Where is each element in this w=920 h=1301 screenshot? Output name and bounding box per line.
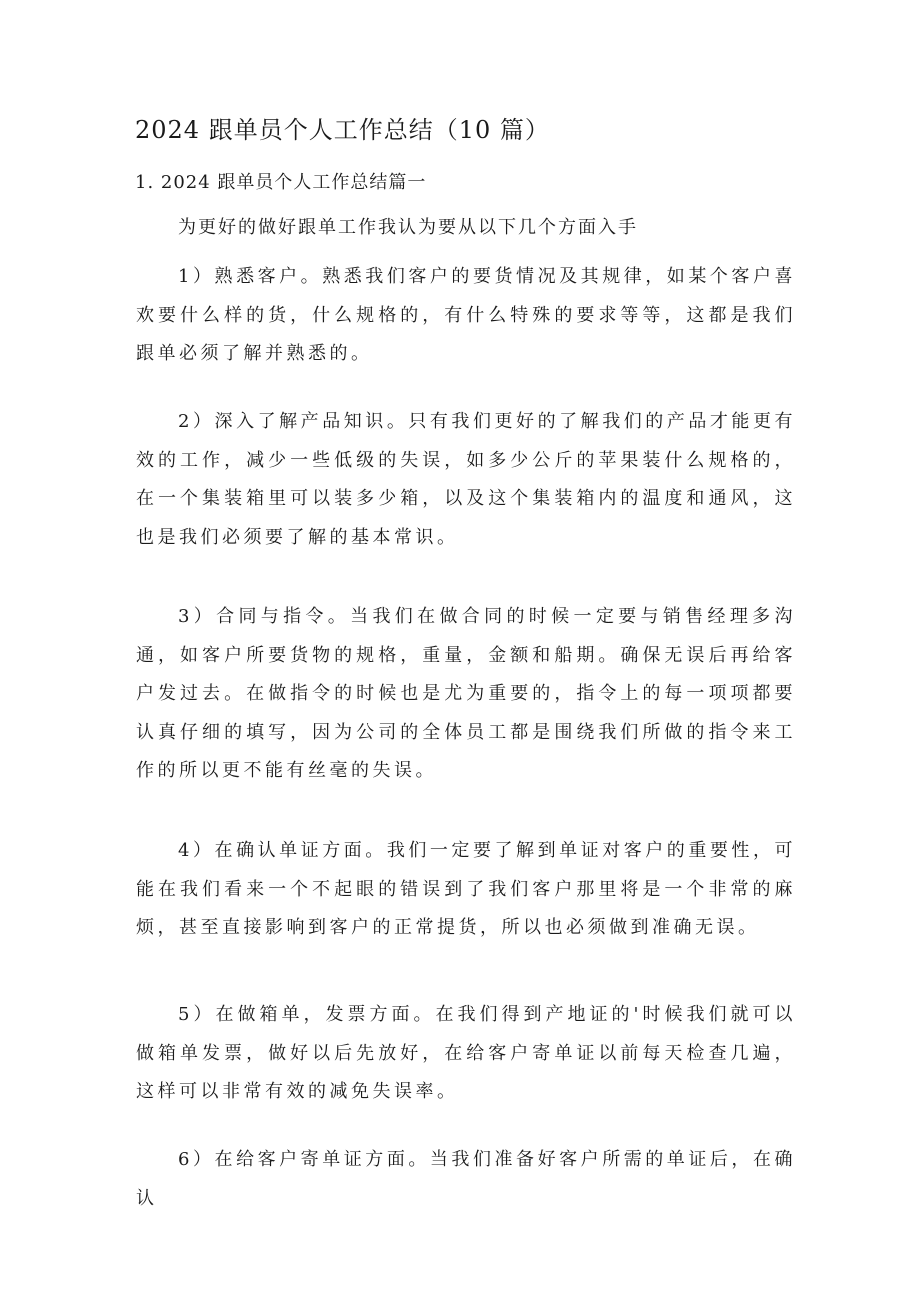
paragraph-4: 4）在确认单证方面。我们一定要了解到单证对客户的重要性，可能在我们看来一个不起眼的错误到了我们客户那里将是一个非常的麻烦，甚至直接影响到客户的正常提货，所以也必须做到准确无误。 xyxy=(136,840,796,938)
section-heading: 1. 2024 跟单员个人工作总结篇一 xyxy=(135,172,427,193)
paragraph-5: 5）在做箱单，发票方面。在我们得到产地证的'时候我们就可以做箱单发票，做好以后先放好，在给客户寄单证以前每天检查几遍，这样可以非常有效的减免失误率。 xyxy=(136,1004,796,1102)
lead-sentence: 为更好的做好跟单工作我认为要从以下几个方面入手 xyxy=(178,217,638,238)
document-title: 2024 跟单员个人工作总结（10 篇） xyxy=(135,116,550,144)
paragraph-1: 1）熟悉客户。熟悉我们客户的要货情况及其规律，如某个客户喜欢要什么样的货，什么规格的，有什么特殊的要求等等，这都是我们跟单必须了解并熟悉的。 xyxy=(136,266,796,364)
paragraph-2: 2）深入了解产品知识。只有我们更好的了解我们的产品才能更有效的工作，减少一些低级的失误，如多少公斤的苹果装什么规格的，在一个集装箱里可以装多少箱，以及这个集装箱内的温度和通风，这也是我们必须要了解的基本常识。 xyxy=(136,411,796,548)
paragraph-3: 3）合同与指令。当我们在做合同的时候一定要与销售经理多沟通，如客户所要货物的规格，重量，金额和船期。确保无误后再给客户发过去。在做指令的时候也是尤为重要的，指令上的每一项项都要认真仔细的填写，因为公司的全体员工都是围绕我们所做的指令来工作的所以更不能有丝毫的失误。 xyxy=(136,606,796,781)
paragraph-6: 6）在给客户寄单证方面。当我们准备好客户所需的单证后，在确认 xyxy=(136,1149,796,1209)
